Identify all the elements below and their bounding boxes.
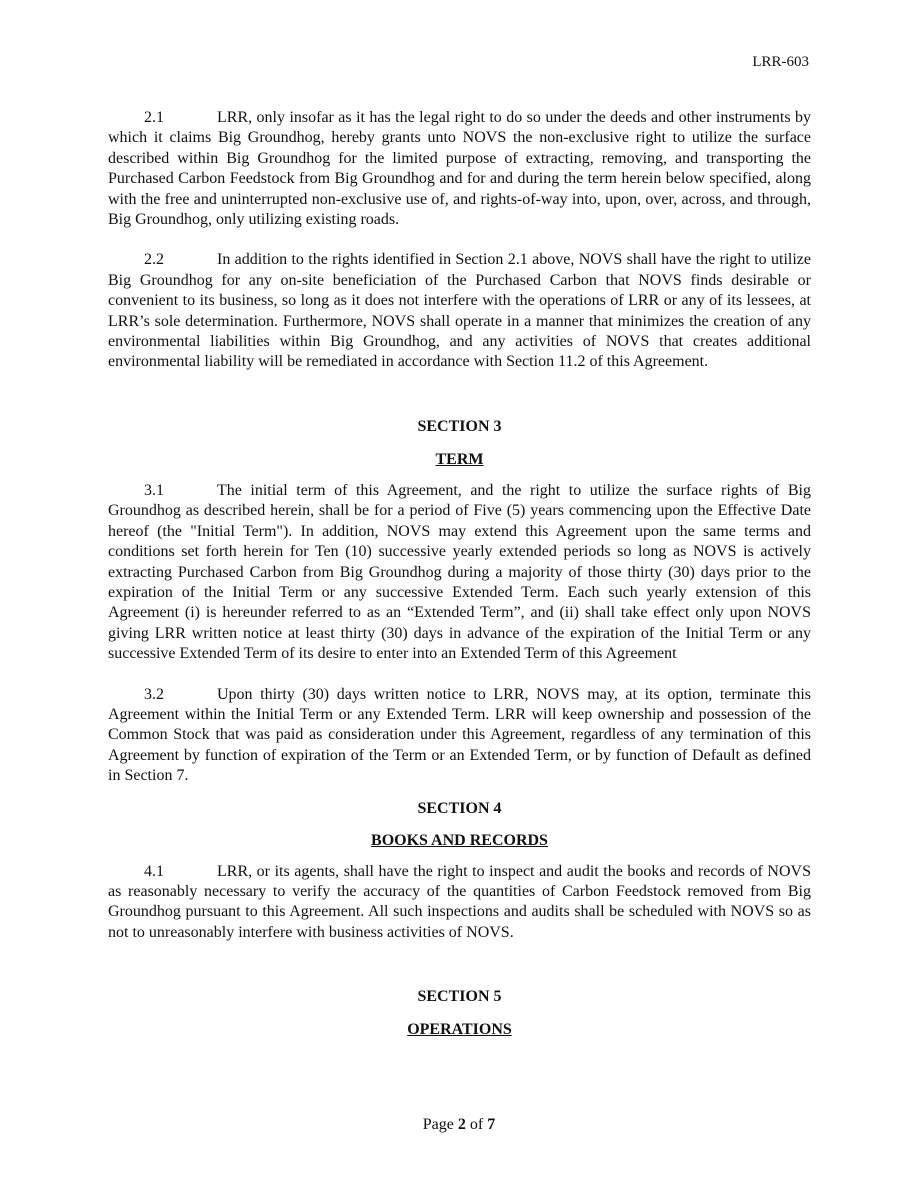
paragraph-3-1 [108, 481, 811, 665]
paragraph-text: LRR, or its agents, shall have the right to inspect and audit the books and records of NOVS as reasonably necessary to verify the accuracy of the quantities of Carbon Feedstock removed from Big Groundhog pursuant to this Agreement. All such inspections and audits shall be scheduled with NOVS so as not to unreasonably interfere with business activities of NOVS. [108, 862, 811, 941]
section-5-title: OPERATIONS [407, 1021, 512, 1039]
paragraph-number: 2.2 [144, 251, 164, 269]
paragraph-2-2 [108, 250, 811, 372]
total-pages: 7 [487, 1116, 496, 1133]
paragraph-3-2 [108, 685, 811, 787]
paragraph-2-1 [108, 108, 811, 230]
section-3-heading: SECTION 3 [417, 417, 502, 435]
paragraph-number: 2.1 [144, 109, 164, 126]
paragraph-text: Upon thirty (30) days written notice to LRR, NOVS may, at its option, terminate this Agreement within the Initial Term or any Extended Term. LRR will keep ownership and possession of the Common Stock that was paid as consideration under this Agreement, regardless of any termination of this Agreement by function of expiration of the Term or an Extended Term, or by function of Default as defined in Section 7. [108, 685, 811, 785]
document-id: LRR-603 [752, 54, 809, 70]
paragraph-number: 3.2 [144, 685, 164, 703]
footer-prefix: Page [422, 1116, 458, 1133]
section-4-heading: SECTION 4 [417, 799, 502, 817]
page-footer [0, 1116, 918, 1134]
section-4-title: BOOKS AND RECORDS [371, 831, 548, 849]
paragraph-4-1 [108, 862, 811, 944]
current-page-number: 2 [457, 1116, 466, 1133]
paragraph-text: The initial term of this Agreement, and the right to utilize the surface rights of Big Groundhog as described herein, shall be for a period of Five (5) years commencing upon the Effective Date hereof (the "Initial Term"). In addition, NOVS may extend this Agreement upon the same terms and conditions set forth herein for Ten (10) successive yearly extended periods so long as NOVS is actively extracting Purchased Carbon from Big Groundhog during a majority of those thirty (30) days prior to the expiration of the Initial Term or any successive Extended Term. Each such yearly extension of this Agreement (i) is hereunder referred to as an “Extended Term”, and (ii) shall take effect only upon NOVS giving LRR written notice at least thirty (30) days in advance of the expiration of the Initial Term or any successive Extended Term of its desire to enter into an Extended Term of this Agreement [108, 481, 811, 663]
section-5-heading: SECTION 5 [417, 988, 502, 1006]
footer-of: of [465, 1116, 488, 1133]
section-3-title: TERM [435, 450, 484, 468]
paragraph-number: 3.1 [144, 481, 164, 499]
paragraph-text: In addition to the rights identified in Section 2.1 above, NOVS shall have the right to utilize Big Groundhog for any on-site beneficiation of the Purchased Carbon that NOVS finds desirable or convenient to its business, so long as it does not interfere with the operations of LRR or any of its lessees, at LRR’s sole determination. Furthermore, NOVS shall operate in a manner that minimizes the creation of any environmental liabilities within Big Groundhog, and any activities of NOVS that creates additional environmental liability will be remediated in accordance with Section 11.2 of this Agreement. [108, 251, 811, 371]
paragraph-number: 4.1 [144, 862, 164, 880]
page-body [108, 108, 811, 1040]
paragraph-text: LRR, only insofar as it has the legal right to do so under the deeds and other instruments by which it claims Big Groundhog, hereby grants unto NOVS the non-exclusive right to utilize the surface described within Big Groundhog for the limited purpose of extracting, removing, and transporting the Purchased Carbon Feedstock from Big Groundhog and for and during the term herein below specified, along with the free and uninterrupted non-exclusive use of, and rights-of-way into, upon, over, across, and through, Big Groundhog, only utilizing existing roads. [108, 109, 811, 229]
